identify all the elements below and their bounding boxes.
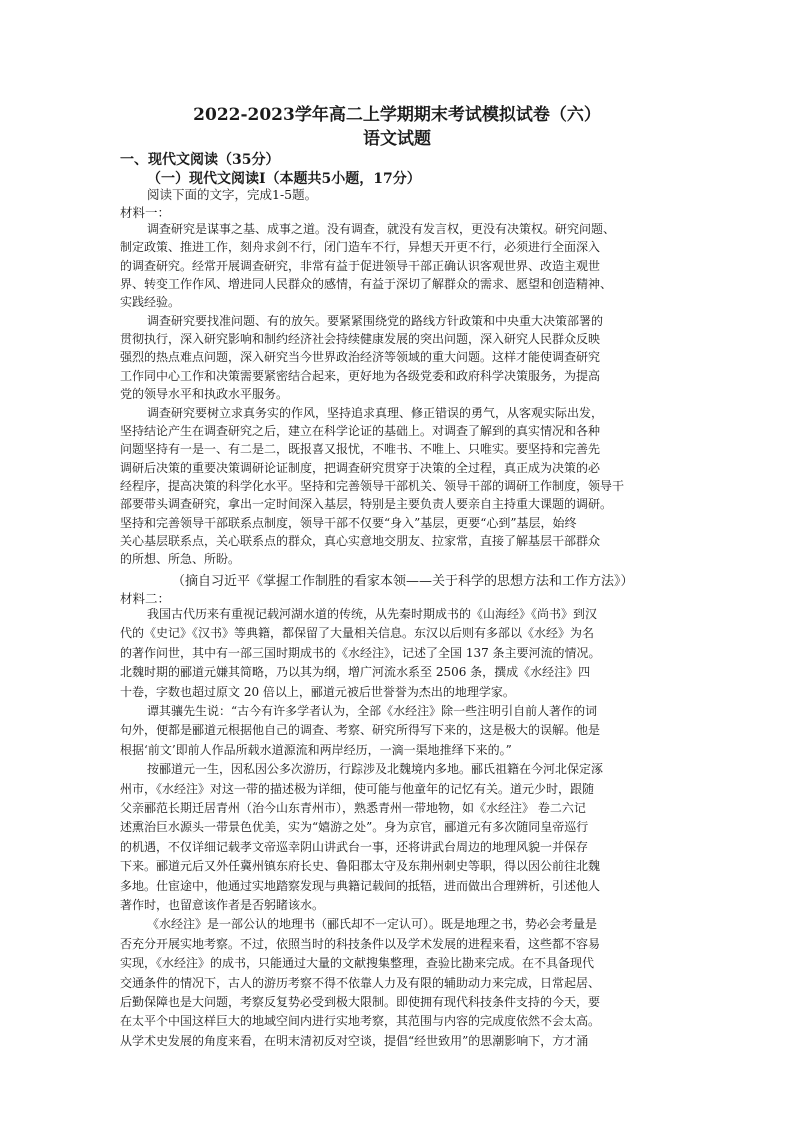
text-line: 的著作问世，其中有一部三国时期成书的《水经注》，记述了全国 137 条主要河流的情况。: [120, 645, 601, 660]
subsection-heading: （一）现代文阅读Ⅰ（本题共5小题，17分）: [147, 171, 421, 187]
text-line: 贯彻执行，深入研究影响和制约经济社会持续健康发展的突出问题，深入研究人民群众反映: [120, 332, 601, 347]
text-line: 部要带头调查研究，拿出一定时间深入基层，特别是主要负责人要亲自主持重大课题的调研。: [120, 497, 613, 512]
text-line: 句外，便都是郦道元根据他自己的调查、考察、研究所得写下来的，这是极大的误解。他是: [120, 723, 601, 738]
text-line: 交通条件的情况下，古人的游历考察不得不依靠人力及有限的辅助动力来完成，日常起居、: [120, 975, 601, 990]
text-line: 《水经注》是一部公认的地理书（郦氏却不一定认可）。既是地理之书，势必会考量是: [147, 917, 598, 932]
text-line: 十卷，字数也超过原文 20 倍以上，郦道元被后世誉誉为杰出的地理学家。: [120, 684, 515, 699]
text-line: 坚持和完善领导干部联系点制度，领导干部不仅要“身入”基层，更要“心到”基层，始终: [120, 515, 577, 530]
text-line: 按郦道元一生，因私因公多次游历，行踪涉及北魏境内多地。郦氏祖籍在今河北保定涿: [147, 762, 604, 777]
text-line: 界、转变工作作风、增进同人民群众的感情，有益于深切了解群众的需求、愿望和创造精神、: [120, 277, 613, 292]
text-line: 州市，《水经注》对这一带的描述极为详细，使可能与他童年的记忆有关。道元少时，跟随: [120, 781, 595, 796]
text-line: 我国古代历来有重视记载河湖水道的传统，从先秦时期成书的《山海经》《尚书》到汉: [147, 607, 598, 621]
text-line: 实现，《水经注》的成书，只能通过大量的文献搜集整理，查验比勘来完成。在不具备现代: [120, 956, 595, 971]
text-line: 制定政策、推进工作，刻舟求剑不行，闭门造车不行，异想天开更不行，必须进行全面深入: [120, 240, 601, 255]
text-line: 实践经验。: [120, 295, 181, 310]
text-line: 否充分开展实地考察。不过，依照当时的科技条件以及学术发展的进程来看，这些都不容易: [120, 936, 601, 951]
text-line: 关心基层联系点，关心联系点的群众，真心实意地交朋友、拉家常，直接了解基层干部群众: [120, 533, 601, 548]
text-line: 谭其骧先生说：“古今有许多学者认为，全部《水经注》除一些注明引自前人著作的词: [147, 704, 598, 718]
text-line: 坚持结论产生在调查研究之后，建立在科学论证的基础上。对调查了解到的真实情况和各种: [120, 423, 601, 438]
exam-title: 2022-2023学年高二上学期期末考试模拟试卷（六）: [193, 105, 601, 125]
material-two-label: 材料二：: [120, 591, 171, 606]
text-line: 的所想、所急、所盼。: [120, 552, 241, 567]
citation: （摘自习近平《掌握工作制胜的看家本领——关于科学的思想方法和工作方法》）: [172, 574, 634, 589]
text-line: 调研后决策的重要决策调研论证制度，把调查研究贯穿于决策的全过程，真正成为决策的必: [120, 460, 601, 475]
text-line: 后勤保障也是大问题，考察反复势必受到极大限制。即使拥有现代科技条件支持的今天，要: [120, 995, 601, 1009]
text-line: 从学术史发展的角度来看，在明末清初反对空谈，提倡“经世致用”的思潮影响下，方才涌: [120, 1033, 589, 1048]
text-line: 代的《史记》《汉书》等典籍，都保留了大量相关信息。东汉以后则有多部以《水经》为名: [120, 626, 595, 641]
section-heading: 一、现代文阅读（35分）: [120, 152, 280, 168]
text-line: 经程序，提高决策的科学化水平。坚持和完善领导干部机关、领导干部的调研工作制度，领导干: [120, 478, 625, 493]
instruction-text: 阅读下面的文字，完成1-5题。: [147, 187, 318, 202]
text-line: 调查研究要树立求真务实的作风，坚持追求真理、修正错误的勇气，从客观实际出发，: [147, 405, 604, 420]
text-line: 多地。仕宦途中，他通过实地踏察发现与典籍记载间的抵牾，进而做出合理辨析，引述他人: [120, 878, 601, 893]
text-line: 根据‘前文’即前人作品所载水道源流和两岸经历，一滴一渠地推绎下来的。”: [120, 742, 512, 757]
text-line: 著作时，也留意该作者是否躬睹该水。: [120, 898, 325, 912]
text-line: 党的领导水平和执政水平服务。: [120, 387, 289, 402]
text-line: 问题坚持有一是一、有二是二，既报喜又报忧，不唯书、不唯上、只唯实。要坚持和完善先: [120, 442, 601, 457]
text-line: 的机遇，不仅详细记载孝文帝巡幸阴山讲武台一事，还将讲武台周边的地理风貌一并保存: [120, 839, 589, 854]
exam-subtitle: 语文试题: [363, 129, 431, 149]
text-line: 强烈的热点难点问题，深入研究当今世界政治经济等领域的重大问题。这样才能使调查研究: [120, 350, 601, 365]
text-line: 下来。郦道元后又外任冀州镇东府长史、鲁阳郡太守及东荆州刺史等职，得以因公前往北魏: [120, 859, 601, 874]
material-one-label: 材料一：: [120, 205, 171, 220]
text-line: 调查研究要找准问题、有的放矢。要紧紧围绕党的路线方针政策和中央重大决策部署的: [147, 313, 604, 328]
text-line: 述熏治巨水源头一带景色优美，实为“嬉游之处”。身为京官，郦道元有多次随同皇帝巡行: [120, 820, 589, 835]
text-line: 父亲郦范长期迁居青州（治今山东青州市），熟悉青州一带地物，如《水经注》 卷二六记: [120, 801, 586, 815]
text-line: 调查研究是谋事之基、成事之道。没有调查，就没有发言权，更没有决策权。研究问题、: [147, 222, 616, 236]
text-line: 工作同中心工作和决策需要紧密结合起来，更好地为各级党委和政府科学决策服务，为提高: [120, 368, 601, 383]
text-line: 北魏时期的郦道元嫌其简略，乃以其为纲，增广河流水系至 2506 条，撰成《水经注》四: [120, 665, 591, 680]
text-line: 的调查研究。经常开展调查研究，非常有益于促进领导干部正确认识客观世界、改造主观世: [120, 258, 601, 273]
text-line: 在太平个中国这样巨大的地域空间内进行实地考察，其范围与内容的完成度依然不会太高。: [120, 1014, 601, 1029]
